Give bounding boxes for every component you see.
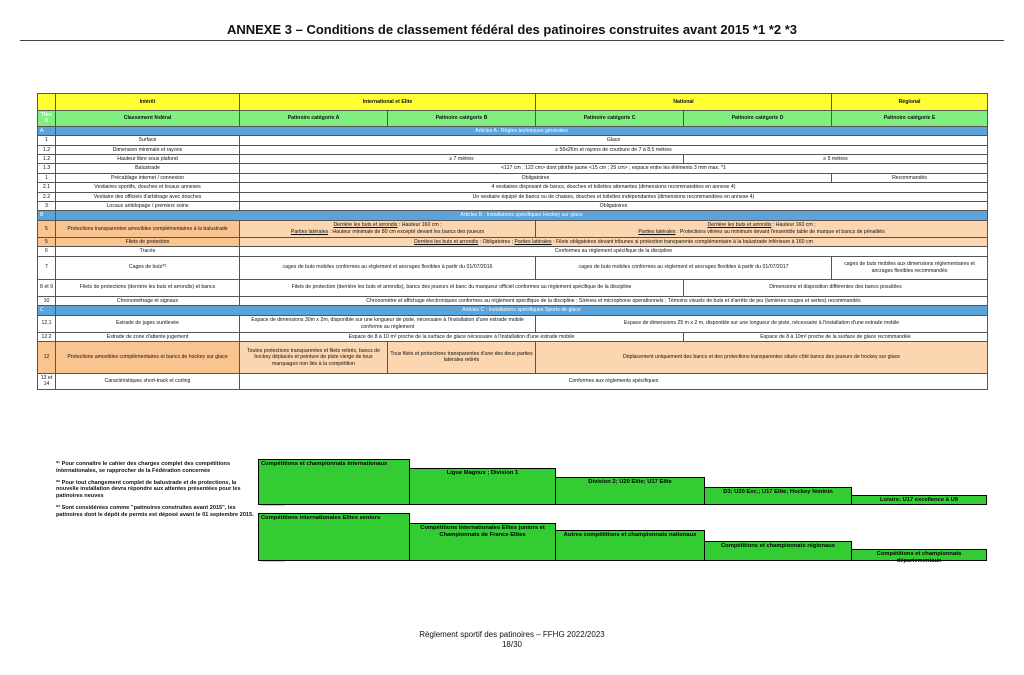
header-regional: Régional bbox=[832, 94, 988, 111]
page-footer bbox=[0, 630, 1024, 650]
table-row: 5 Filets de protection Derrière les buts et arrondis : Obligatoires ; Parties latérales : Filets obligatoires devant tribunes si protection transparente complémentaire à la balustrade inférieure à 160 cm bbox=[38, 237, 988, 246]
section-row-c: C Articles C : Installations spécifiques Sports de glace bbox=[38, 306, 988, 315]
section-c-label: Articles C : Installations spécifiques Sports de glace bbox=[56, 306, 988, 315]
header-cat-d: Patinoire catégorie D bbox=[684, 111, 832, 127]
stair-bottom-step-5: Compétitions et championnats départementaux bbox=[851, 549, 987, 561]
stair-top-step-4: D3; U20 Exc.; U17 Elite; Hockey féminin bbox=[704, 487, 852, 505]
table-row: 5 Protections transparentes amovibles complémentaires à la balustrade Derrière les buts et arrondis : Hauteur 160 cm ; Parties latérales : Hauteur minimale de 80 cm excepté devant les bancs des joueurs Derrière les buts et arrondis : Hauteur 160 cm ; Parties latérales : Protections vitrées au minimum devant l'ensemble table de marque et bancs de pénalités bbox=[38, 220, 988, 237]
stair-bottom-step-2: Compétitions internationales Elites juniors et Championnats de France Elites bbox=[409, 523, 556, 561]
table-row: 1.3 Balustrade <117 cm ; 122 cm> dont plinthe jaune <15 cm ; 25 cm> ; espace entre les éléments 3 mm max. *1 bbox=[38, 164, 988, 173]
title-underline bbox=[20, 40, 1004, 41]
header-cat-c: Patinoire catégorie C bbox=[536, 111, 684, 127]
section-row-a: A Articles A : Règles techniques générales bbox=[38, 126, 988, 135]
footnote-1: *¹ Pour connaître le cahier des charges complet des compétitions internationales, se rapprocher de la Fédération concernée bbox=[56, 461, 231, 474]
classification-table bbox=[37, 93, 988, 390]
header-international: International et Elite bbox=[240, 94, 536, 111]
page-title: ANNEXE 3 – Conditions de classement fédéral des patinoires construites avant 2015 *1 *2 *3 bbox=[226, 22, 798, 37]
stair-top-step-2: Ligue Magnus ; Division 1 bbox=[409, 468, 556, 505]
table-row: 12,1 Estrade de juges surélevée Espace de dimensions 30m x 2m, disponible sur une longueur de piste, nécessaire à l'installation d'une estrade mobile conforme au règlement Espace de dimensions 25 m x 2 m, disponible sur une longueur de piste, nécessaire à l'installation d'une estrade mobile bbox=[38, 315, 988, 332]
table-row: 1.2 Dimension minimale et rayons ≥ 56x26m et rayons de courbure de 7 à 8,5 mètres bbox=[38, 145, 988, 154]
stair-bottom-step-4: Compétitions et championnats régionaux bbox=[704, 541, 852, 561]
stair-bottom-step-1: Compétitions internationales Elites seniors bbox=[258, 513, 410, 561]
header-row-interest bbox=[38, 94, 988, 111]
table-row: 1.2 Hauteur libre sous plafond ≥ 7 mètres ≥ 5 mètres bbox=[38, 155, 988, 164]
footer-title: Règlement sportif des patinoires – FFHG 2022/2023 bbox=[419, 630, 605, 639]
table-row: 2.1 Vestiaires sportifs, douches et locaux annexes 4 vestiaires disposant de bancs, douches et toilettes attenantes (dimensions recommandées en annexe 4) bbox=[38, 183, 988, 192]
section-a-label: Articles A : Règles techniques générales bbox=[56, 126, 988, 135]
table-row: 6 Tracés Conformes au règlement spécifique de la discipline bbox=[38, 247, 988, 256]
header-interet: Intérêt bbox=[56, 94, 240, 111]
table-row: 12 Protections amovibles complémentaires et bancs de hockey sur glace Toutes protections transparentes et filets retirés, bancs de hockey déplacés et peinture de piste vierge de tous marquages non liés à la compétition Tous filets et protections transparentes d'une des deux parties latérales retirés Déplacement uniquement des bancs et des protections transparentes situés côté bancs des joueurs de hockey sur glace bbox=[38, 341, 988, 373]
footnotes bbox=[56, 461, 256, 524]
table-row: 8 et 9 Filets de protections (derrière les buts et arrondis) et bancs Filets de protection (derrière les buts et arrondis), bancs des joueurs et banc du marqueur officiel conformes au règlement spécifique de la discipline Dimensions et disposition différentes des bancs possibles bbox=[38, 279, 988, 296]
footnote-2: *² Pour tout changement complet de balustrade et de protections, la nouvelle installation devra répondre aux attentes présentées pour les patinoires neuves bbox=[56, 479, 241, 500]
table-row: 1 Surface Glace bbox=[38, 136, 988, 145]
footnote-3: *³ Sont considérées comme "patinoires construites avant 2015", les patinoires dont le dépôt de permis est déposé avant le 01 septembre 2015. bbox=[56, 504, 254, 518]
table-row: 3 Locaux antidopage / premiers soins Obligatoires bbox=[38, 202, 988, 211]
header-cat-b: Patinoire catégorie B bbox=[388, 111, 536, 127]
table-row: 10 Chronométrage et signaux Chronomètre et affichage électroniques conformes au règlement spécifique de la discipline ; Sirènes et microphone operationnels ; Témoins visuels de buts et d'arrêts de jeu (lumières rouges et vertes) recommandés bbox=[38, 296, 988, 305]
table-row: 1 Précablage internet / connexion Obligatoires Recommandés bbox=[38, 173, 988, 182]
header-cat-e: Patinoire catégorie E bbox=[832, 111, 988, 127]
section-row-b: B Articles B : Installations spécifiques Hockey sur glace bbox=[38, 211, 988, 220]
header-national: National bbox=[536, 94, 832, 111]
table-row: 2.2 Vestiaire des officiels d'arbitrage avec douches Un vestiaire équipé de bancs ou de chaises, douches et toilettes indépendantes (dimensions recommandées en annexe 4) bbox=[38, 192, 988, 201]
table-row: 12.2 Estrade de zone d'attente jugement Espace de 8 à 10 m² proche de la surface de glace nécessaire à l'installation d'une estrade mobile Espace de 8 à 10m² proche de la surface de glace recommandée bbox=[38, 332, 988, 341]
table-row: 13 et 14 Caractéristiques short-track et curling Conformes aux règlements spécifiques bbox=[38, 373, 988, 389]
stair-top-step-3: Division 2; U20 Elite; U17 Elite bbox=[555, 477, 705, 505]
header-classement: Classement fédéral bbox=[56, 111, 240, 127]
stair-top-step-1: Compétitions et championnats internationaux bbox=[258, 459, 410, 505]
header-row-categories bbox=[38, 111, 988, 127]
page-number: 18/30 bbox=[501, 640, 523, 649]
header-titre: Titre II bbox=[38, 111, 56, 127]
table-row: 7 Cages de buts*² cages de buts mobiles conformes au règlement et ancrages flexibles à partir du 01/07/2016 cages de buts mobiles conformes au règlement et ancrages flexibles à partir du 01/07/2017 cages de buts mobiles aux dimensions réglementaires et ancrages flexibles recommandés bbox=[38, 256, 988, 279]
header-cat-a: Patinoire catégorie A bbox=[240, 111, 388, 127]
stair-bottom-step-3: Autres compétitions et championnats nationaux bbox=[555, 530, 705, 561]
stair-top-step-5: Loisirs; U17 excellence à U9 bbox=[851, 495, 987, 505]
section-b-label: Articles B : Installations spécifiques Hockey sur glace bbox=[56, 211, 988, 220]
